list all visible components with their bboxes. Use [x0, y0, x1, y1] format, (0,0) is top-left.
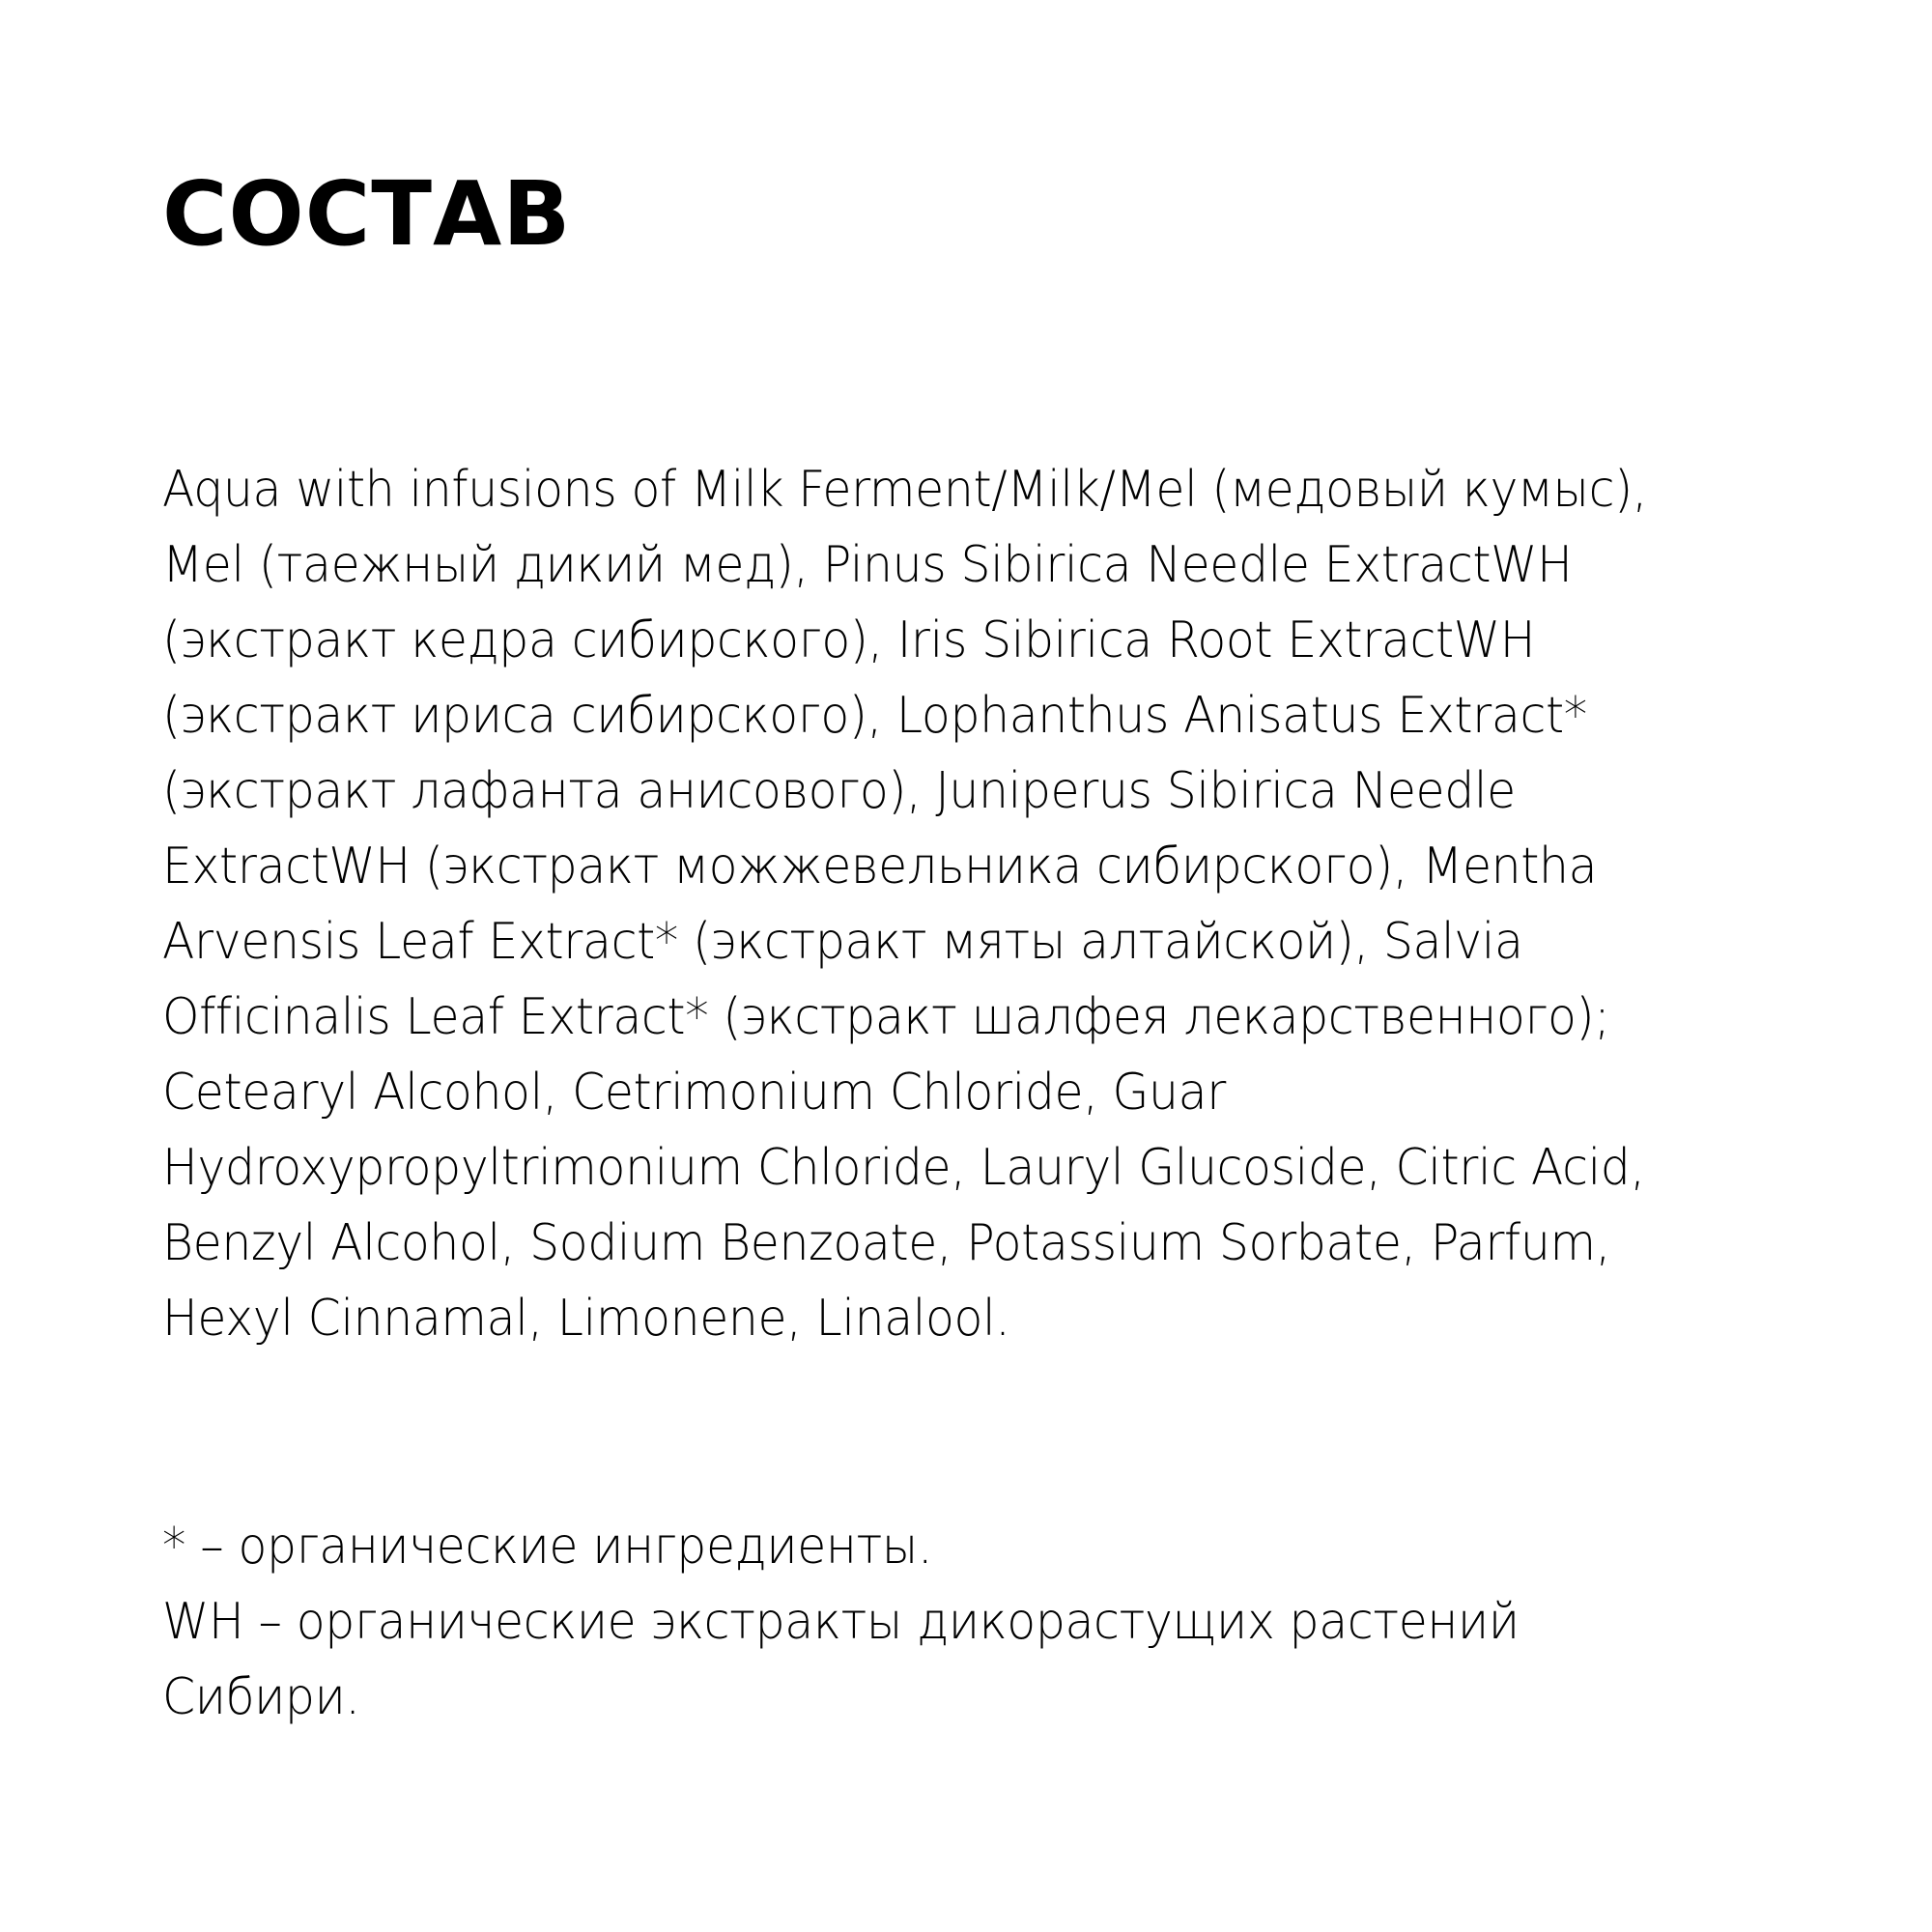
footnote-organic: * – органические ингредиенты.	[162, 1518, 933, 1576]
ingredients-line: ExtractWH (экстракт можжевельника сибирского), Mentha	[162, 838, 1598, 895]
ingredients-line: Hydroxypropyltrimonium Chloride, Lauryl Glucoside, Citric Acid,	[162, 1139, 1645, 1197]
page-title: СОСТАВ	[162, 162, 572, 266]
ingredients-line: Arvensis Leaf Extract* (экстракт мяты алтайской), Salvia	[162, 913, 1523, 971]
ingredients-line: Officinalis Leaf Extract* (экстракт шалфея лекарственного);	[162, 988, 1610, 1046]
ingredients-line: Aqua with infusions of Milk Ferment/Milk/Mel (медовый кумыс),	[162, 461, 1647, 519]
footnotes	[162, 1509, 1605, 1735]
ingredients-line: Mel (таежный дикий мед), Pinus Sibirica Needle ExtractWH	[162, 536, 1573, 594]
ingredients-list	[162, 452, 1742, 1356]
ingredients-line: (экстракт ириса сибирского), Lophanthus Anisatus Extract*	[162, 687, 1587, 745]
footnote-wild-harvest: WH – органические экстракты дикорастущих растений	[162, 1593, 1520, 1651]
ingredients-line: (экстракт лафанта анисового), Juniperus Sibirica Needle	[162, 762, 1516, 820]
ingredients-line: Hexyl Cinnamal, Limonene, Linalool.	[162, 1290, 1010, 1348]
ingredients-line: Cetearyl Alcohol, Cetrimonium Chloride, Guar	[162, 1064, 1226, 1122]
ingredients-line: (экстракт кедра сибирского), Iris Sibirica Root ExtractWH	[162, 611, 1536, 669]
footnote-wild-harvest-cont: Сибири.	[162, 1668, 360, 1726]
ingredients-line: Benzyl Alcohol, Sodium Benzoate, Potassium Sorbate, Parfum,	[162, 1214, 1610, 1272]
